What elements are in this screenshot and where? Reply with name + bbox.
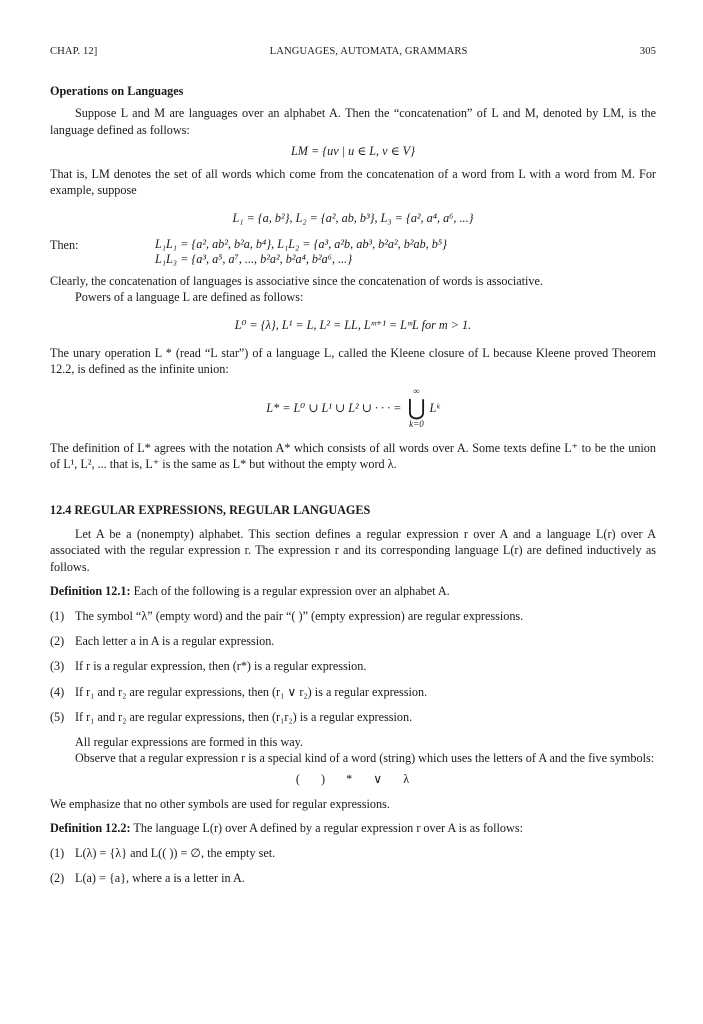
item-number: (1) [50,846,65,861]
definition-12-2-label: Definition 12.2: [50,820,131,835]
definition-12-1 [50,583,656,599]
item-number: (5) [50,709,65,724]
kleene-equation [50,386,656,430]
item-number: (2) [50,634,65,649]
lm-explanation: That is, LM denotes the set of all words which come from the concatenation of a word from L with a word from M. For example, suppose [50,167,656,198]
symbol: * [346,772,354,787]
associativity-paragraph: Clearly, the concatenation of languages is associative since the concatenation of words is associative. [50,273,543,288]
formed-paragraph: All regular expressions are formed in this way. [75,735,303,750]
item-number: (2) [50,871,65,886]
definition-12-1-text: Each of the following is a regular expression over an alphabet A. [133,583,450,598]
item-number: (1) [50,609,65,624]
chapter-label: CHAP. 12] [50,46,98,57]
section-heading: 12.4 REGULAR EXPRESSIONS, REGULAR LANGUAGES [50,503,371,518]
symbol: ∨ [373,772,384,787]
definition-12-1-label: Definition 12.1: [50,583,131,598]
symbol: λ [403,772,411,787]
item-text: If r₁ and r₂ are regular expressions, then (r₁r₂) is a regular expression. [75,709,413,724]
item-text: L(λ) = {λ} and L(( )) = ∅, the empty set. [75,846,276,861]
list-item [50,870,656,886]
union-symbol: ⋃ [407,394,426,420]
symbol: ( [295,772,301,787]
list-item [50,608,656,624]
lm-equation: LM = {uv | u ∈ L, v ∈ V} [291,143,415,158]
item-text: L(a) = {a}, where a is a letter in A. [75,871,245,886]
big-union [407,386,425,430]
powers-equation: L⁰ = {λ}, L¹ = L, L² = LL, Lᵐ⁺¹ = LᵐL for m > 1. [234,318,472,333]
kleene-left: L* = L⁰ ∪ L¹ ∪ L² ∪ · · · = [266,400,402,415]
list-item [50,633,656,649]
powers-paragraph: Powers of a language L are defined as follows: [75,289,304,304]
page [50,44,656,887]
symbols-row [50,771,656,787]
item-text: If r is a regular expression, then (r*) is a regular expression. [75,659,367,674]
concatenation-paragraph: Suppose L and M are languages over an alphabet A. Then the “concatenation” of L and M, denoted by LM, is the language defined as follows: [50,106,656,137]
symbol: ) [320,772,327,787]
operations-heading: Operations on Languages [50,84,184,99]
list-item [50,845,656,861]
page-number: 305 [639,46,656,57]
kleene-right: Lᵏ [429,400,440,415]
then-line-2: L₁L₃ = {a³, a⁵, a⁷, ..., b²a², b²a⁴, b²a⁶, ...} [155,251,353,266]
example-equation: L₁ = {a, b²}, L₂ = {a², ab, b³}, L₃ = {a², a⁴, a⁶, ...} [232,211,474,226]
running-head [50,44,656,60]
emphasize-paragraph: We emphasize that no other symbols are used for regular expressions. [50,796,390,811]
item-text: The symbol “λ” (empty word) and the pair “( )” (empty expression) are regular expressions. [75,609,524,624]
then-label: Then: [50,237,79,252]
item-number: (4) [50,684,65,699]
observe-paragraph: Observe that a regular expression r is a special kind of a word (string) which uses the letters of A and the five symbols: [75,751,655,766]
union-lower-limit: k=0 [409,418,424,429]
regex-intro: Let A be a (nonempty) alphabet. This section defines a regular expression r over A and a language L(r) over A associated with the regular expression r. The expression r and its corresponding language L(r) are defined inductively as follows. [50,527,656,574]
item-text: Each letter a in A is a regular expression. [75,634,275,649]
chapter-title: LANGUAGES, AUTOMATA, GRAMMARS [269,46,468,57]
list-item [50,709,656,725]
item-number: (3) [50,659,65,674]
kleene-paragraph: The unary operation L * (read “L star”) of a language L, called the Kleene closure of L because Kleene proved Theorem 12.2, is defined as the infinite union: [50,346,656,377]
then-block [50,237,656,267]
definition-12-2-text: The language L(r) over A defined by a regular expression r over A is as follows: [133,820,523,835]
list-item [50,684,656,700]
definition-12-2 [50,820,656,836]
then-line-1: L₁L₁ = {a², ab², b²a, b⁴}, L₁L₂ = {a³, a²b, ab³, b²a², b²ab, b⁵} [155,236,447,251]
item-text: If r₁ and r₂ are regular expressions, then (r₁ ∨ r₂) is a regular expression. [75,684,428,699]
lplus-paragraph: The definition of L* agrees with the notation A* which consists of all words over A. Some texts define L⁺ to be the union of L¹, L², ... that is, L⁺ is the same as L* but without the empty word λ. [50,440,656,471]
union-upper-limit: ∞ [413,385,420,396]
list-item [50,658,656,674]
then-equations [155,237,447,267]
